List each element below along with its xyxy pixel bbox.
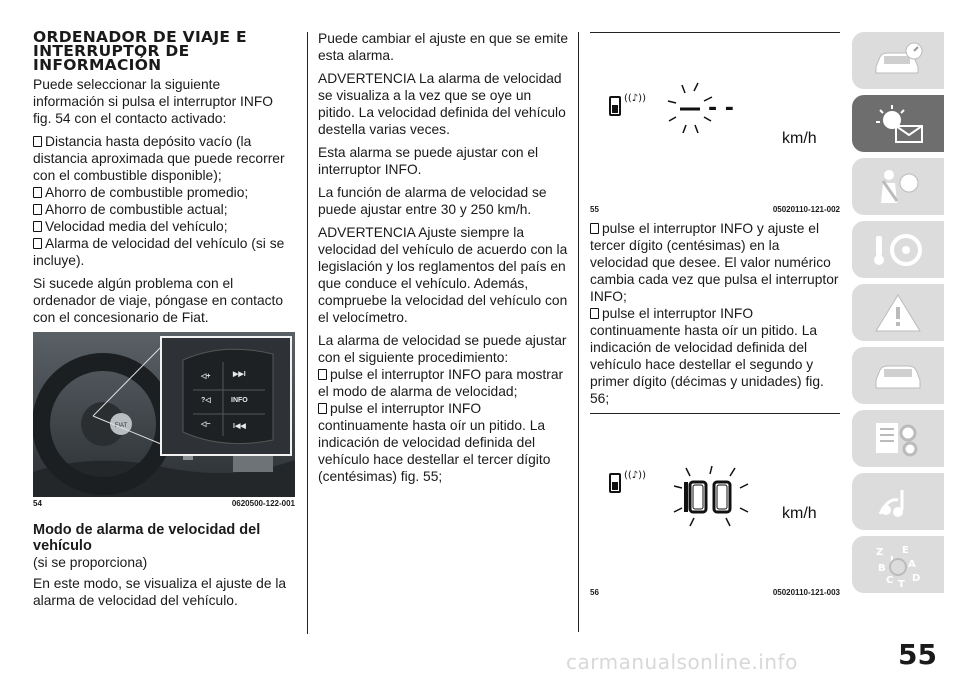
paragraph: La alarma de velocidad se puede ajustar con el siguiente procedimiento: xyxy=(318,333,567,365)
speed-unit: km/h xyxy=(782,505,817,522)
car-service-icon xyxy=(868,356,928,396)
column-3 xyxy=(590,32,840,603)
figure-code: 0620500-122-001 xyxy=(231,499,295,508)
index-letters-icon xyxy=(868,541,928,589)
figure-caption xyxy=(33,499,295,508)
fiat-logo-text: FIAT xyxy=(114,423,128,429)
svg-text:((♪)): ((♪)) xyxy=(624,470,646,481)
multimedia-icon xyxy=(868,480,928,524)
list-item: Velocidad media del vehículo; xyxy=(33,218,295,235)
svg-text:T: T xyxy=(898,578,905,589)
tab-dashboard[interactable] xyxy=(852,32,944,89)
figure-caption xyxy=(590,205,840,214)
bullet-icon xyxy=(33,187,42,198)
tab-warning-lights[interactable] xyxy=(852,95,944,152)
figure-54-photo xyxy=(33,332,295,497)
speed-alarm-icon xyxy=(610,93,646,115)
list-item: Alarma de velocidad del vehículo (si se incluye). xyxy=(33,236,285,268)
voice-button-label: ?◁ xyxy=(201,397,211,404)
list-item: pulse el interruptor INFO para mostrar el modo de alarma de velocidad; xyxy=(318,367,564,399)
speed-unit: km/h xyxy=(782,130,817,147)
list-item: Ahorro de combustible actual; xyxy=(33,201,295,218)
tab-multimedia[interactable] xyxy=(852,473,944,530)
svg-text:((♪)): ((♪)) xyxy=(624,93,646,104)
svg-text:E: E xyxy=(902,544,909,556)
bullet-icon xyxy=(33,221,42,232)
chapter-tabs xyxy=(852,32,944,599)
subsection-text: En este modo, se visualiza el ajuste de la alarma de velocidad del vehículo. xyxy=(33,576,287,608)
figure-code: 05020110-121-002 xyxy=(772,205,840,214)
column-1 xyxy=(33,30,295,615)
seatbelt-airbag-icon xyxy=(873,165,923,209)
svg-text:A: A xyxy=(908,558,916,570)
svg-text:Z: Z xyxy=(876,546,884,558)
figure-number: 55 xyxy=(590,205,599,214)
tab-technical-data[interactable] xyxy=(852,410,944,467)
info-button-label: INFO xyxy=(231,397,248,404)
list-item: pulse el interruptor INFO continuamente hasta oír un pitido. La indicación de velocidad definida del vehículo hace destellar el tercer dígito (centésimas) fig. 55; xyxy=(318,401,551,484)
paragraph: Puede cambiar el ajuste en que se emite esta alarma. xyxy=(318,31,569,63)
svg-text:C: C xyxy=(886,574,894,586)
figure-56-display xyxy=(590,413,840,586)
watermark: carmanualsonline.info xyxy=(566,650,798,674)
list-item: Distancia hasta depósito vacío (la distancia aproximada que puede recorrer con el combustible disponible); xyxy=(33,134,285,183)
flashing-digit-icon xyxy=(668,83,712,133)
subsection-title: Modo de alarma de velocidad del vehículo xyxy=(33,522,261,554)
warning-light-message-icon xyxy=(868,102,928,146)
bullet-icon xyxy=(590,308,599,319)
bullet-icon xyxy=(318,369,327,380)
next-track-button-label: ▶▶I xyxy=(233,371,246,378)
speed-dashes: - - xyxy=(708,96,734,121)
prev-track-button-label: I◀◀ xyxy=(233,423,246,430)
figure-55-display xyxy=(590,32,840,203)
volume-up-button-label: ◁+ xyxy=(201,373,211,380)
tab-maintenance[interactable] xyxy=(852,347,944,404)
speed-alarm-icon xyxy=(610,470,646,492)
list-item: pulse el interruptor INFO continuamente hasta oír un pitido. La indicación de velocidad definida del vehículo hace destellar el segundo y primer dígito (décimas y unidades) fig. 56; xyxy=(590,306,824,406)
tab-starting-driving[interactable] xyxy=(852,221,944,278)
svg-text:I: I xyxy=(890,554,894,566)
svg-text:B: B xyxy=(878,562,886,574)
subsection-note: (si se proporciona) xyxy=(33,555,148,570)
bullet-icon xyxy=(33,204,42,215)
bullet-icon xyxy=(590,223,599,234)
figure-code: 05020110-121-003 xyxy=(772,588,840,597)
figure-number: 56 xyxy=(590,588,599,597)
flashing-digits-icon xyxy=(674,466,748,526)
bullet-icon xyxy=(318,403,327,414)
tab-safety[interactable] xyxy=(852,158,944,215)
column-2 xyxy=(318,30,570,485)
tab-emergency[interactable] xyxy=(852,284,944,341)
car-dashboard-icon xyxy=(868,41,928,81)
specs-gears-icon xyxy=(868,417,928,461)
svg-text:D: D xyxy=(912,572,921,584)
steering-key-icon xyxy=(868,228,928,272)
list-item: Ahorro de combustible promedio; xyxy=(33,184,295,201)
figure-caption xyxy=(590,588,840,597)
list-item: pulse el interruptor INFO y ajuste el tercer dígito (centésimas) en la velocidad que desee. El valor numérico cambia cada vez que pulsa el interruptor INFO; xyxy=(590,221,839,304)
column-divider xyxy=(578,32,579,632)
warning-paragraph: ADVERTENCIA Ajuste siempre la velocidad del vehículo de acuerdo con la legislación y los reglamentos del país en que conduce el vehículo. Además, compruebe la velocidad del vehículo con el velocímetro. xyxy=(318,225,568,325)
intro-paragraph: Puede seleccionar la siguiente información si pulsa el interruptor INFO fig. 54 con el contacto activado: xyxy=(33,77,274,126)
column-divider xyxy=(307,32,308,634)
volume-down-button-label: ◁− xyxy=(201,421,211,428)
tab-index[interactable] xyxy=(852,536,944,593)
problem-paragraph: Si sucede algún problema con el ordenador de viaje, póngase en contacto con el concesionario de Fiat. xyxy=(33,276,284,325)
paragraph: Esta alarma se puede ajustar con el interruptor INFO. xyxy=(318,145,539,177)
section-title: ORDENADOR DE VIAJE E INTERRUPTOR DE INFORMACIÓN xyxy=(33,28,247,74)
info-list xyxy=(33,133,295,269)
bullet-icon xyxy=(33,238,42,249)
figure-number: 54 xyxy=(33,499,42,508)
warning-paragraph: ADVERTENCIA La alarma de velocidad se visualiza a la vez que se oye un pitido. La velocidad definida del vehículo destella varias veces. xyxy=(318,71,566,137)
paragraph: La función de alarma de velocidad se puede ajustar entre 30 y 250 km/h. xyxy=(318,185,547,217)
bullet-icon xyxy=(33,136,42,147)
road-warning-icon xyxy=(868,291,928,335)
page-number: 55 xyxy=(898,638,937,671)
